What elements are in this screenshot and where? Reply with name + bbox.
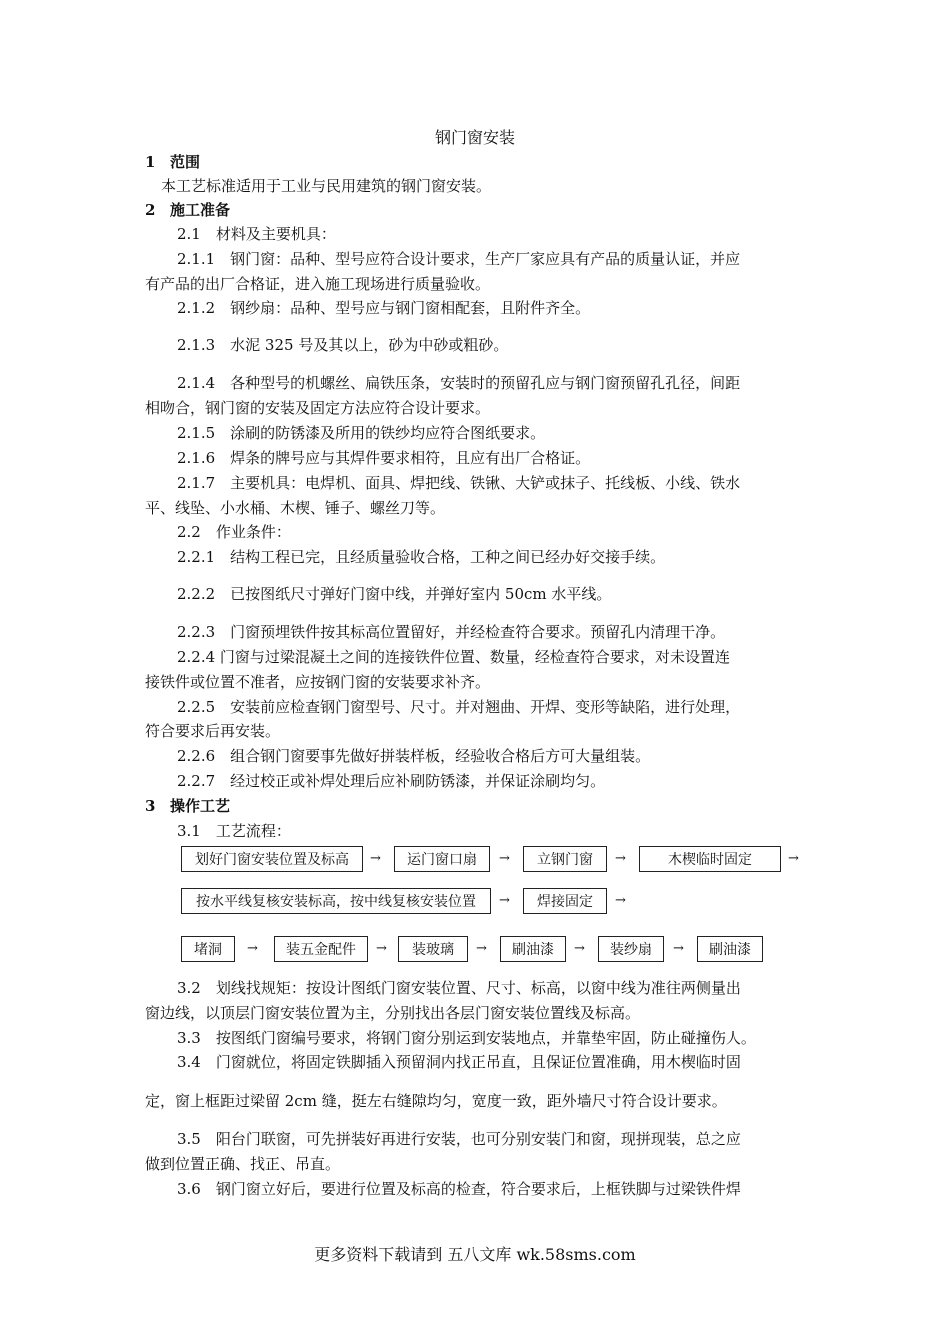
flow-arrow-icon: → <box>574 941 585 956</box>
paragraph-3-5-line1: 3.5 阳台门联窗，可先拼装好再进行安装，也可分别安装门和窗，现拼现装，总之应 <box>177 1130 741 1148</box>
paragraph-3-2-line2: 窗边线，以顶层门窗安装位置为主，分别找出各层门窗安装位置线及标高。 <box>145 1004 641 1022</box>
paragraph-2-1-6: 2.1.6 焊条的牌号应与其焊件要求相符，且应有出厂合格证。 <box>177 449 591 467</box>
flow-step-paint-2: 刷油漆 <box>697 936 763 962</box>
flow-step-temp-fix: 木楔临时固定 <box>639 846 781 872</box>
footer-link-text[interactable]: 更多资料下载请到 五八文库 wk.58sms.com <box>314 1245 636 1264</box>
paragraph-2-1: 2.1 材料及主要机具： <box>177 225 336 243</box>
paragraph-2-2-4-line2: 接铁件或位置不准者，应按钢门窗的安装要求补齐。 <box>145 673 491 691</box>
flow-step-recheck: 按水平线复核安装标高，按中线复核安装位置 <box>181 888 491 914</box>
paragraph-2-2-5-line1: 2.2.5 安装前应检查钢门窗型号、尺寸。并对翘曲、开焊、变形等缺陷，进行处理， <box>177 698 741 716</box>
flow-arrow-icon: → <box>788 851 799 866</box>
flow-step-screen: 装纱扇 <box>598 936 664 962</box>
paragraph-2-1-7-line1: 2.1.7 主要机具：电焊机、面具、焊把线、铁锹、大铲或抹子、托线板、小线、铁水 <box>177 474 741 492</box>
flow-arrow-icon: → <box>499 851 510 866</box>
flow-step-erect: 立钢门窗 <box>523 846 607 872</box>
flow-step-transport: 运门窗口扇 <box>394 846 490 872</box>
paragraph-2-2-7: 2.2.7 经过校正或补焊处理后应补刷防锈漆，并保证涂刷均匀。 <box>177 772 606 790</box>
flow-arrow-icon: → <box>247 941 258 956</box>
flow-arrow-icon: → <box>476 941 487 956</box>
paragraph-3-5-line2: 做到位置正确、找正、吊直。 <box>145 1155 341 1173</box>
section-3-heading: 操作工艺 <box>170 797 231 815</box>
flow-arrow-icon: → <box>376 941 387 956</box>
paragraph-2-1-4-line1: 2.1.4 各种型号的机螺丝、扁铁压条，安装时的预留孔应与钢门窗预留孔孔径，间距 <box>177 374 741 392</box>
page-title: 钢门窗安装 <box>434 128 515 147</box>
section-1-paragraph: 本工艺标准适用于工业与民用建筑的钢门窗安装。 <box>161 177 492 195</box>
flow-arrow-icon: → <box>499 893 510 908</box>
section-2-number: 2 <box>145 201 156 219</box>
paragraph-2-1-7-line2: 平、线坠、小水桶、木楔、锤子、螺丝刀等。 <box>145 499 446 517</box>
section-2-heading: 施工准备 <box>170 201 231 219</box>
flow-step-hardware: 装五金配件 <box>274 936 368 962</box>
paragraph-2-2-1: 2.2.1 结构工程已完，且经质量验收合格，工种之间已经办好交接手续。 <box>177 548 666 566</box>
paragraph-3-4-line1: 3.4 门窗就位，将固定铁脚插入预留洞内找正吊直，且保证位置准确，用木楔临时固 <box>177 1053 741 1071</box>
paragraph-2-1-2: 2.1.2 钢纱扇：品种、型号应与钢门窗相配套，且附件齐全。 <box>177 299 591 317</box>
flow-arrow-icon: → <box>370 851 381 866</box>
paragraph-3-2-line1: 3.2 划线找规矩：按设计图纸门窗安装位置、尺寸、标高，以窗中线为准往两侧量出 <box>177 979 741 997</box>
paragraph-2-1-1-line1: 2.1.1 钢门窗：品种、型号应符合设计要求，生产厂家应具有产品的质量认证，并应 <box>177 250 741 268</box>
paragraph-2-1-4-line2: 相吻合，钢门窗的安装及固定方法应符合设计要求。 <box>145 399 491 417</box>
section-1-number: 1 <box>145 153 156 171</box>
paragraph-2-2: 2.2 作业条件： <box>177 523 291 541</box>
paragraph-2-2-2: 2.2.2 已按图纸尺寸弹好门窗中线，并弹好室内 50cm 水平线。 <box>177 585 612 603</box>
paragraph-2-2-4-line1: 2.2.4 门窗与过梁混凝土之间的连接铁件位置、数量，经检查符合要求，对未设置连 <box>177 648 730 666</box>
flow-arrow-icon: → <box>673 941 684 956</box>
flow-arrow-icon: → <box>615 851 626 866</box>
paragraph-2-1-5: 2.1.5 涂刷的防锈漆及所用的铁纱均应符合图纸要求。 <box>177 424 546 442</box>
flow-arrow-icon: → <box>615 893 626 908</box>
paragraph-2-1-3: 2.1.3 水泥 325 号及其以上，砂为中砂或粗砂。 <box>177 336 509 354</box>
paragraph-3-1: 3.1 工艺流程： <box>177 822 291 840</box>
section-1-heading: 范围 <box>170 153 201 171</box>
paragraph-3-4-line2: 定，窗上框距过梁留 2cm 缝，挺左右缝隙均匀，宽度一致，距外墙尺寸符合设计要求。 <box>145 1092 727 1110</box>
paragraph-2-2-5-line2: 符合要求后再安装。 <box>145 722 281 740</box>
paragraph-2-2-6: 2.2.6 组合钢门窗要事先做好拼装样板，经验收合格后方可大量组装。 <box>177 747 651 765</box>
flow-step-paint-1: 刷油漆 <box>500 936 566 962</box>
paragraph-3-3: 3.3 按图纸门窗编号要求，将钢门窗分别运到安装地点，并靠垫牢固，防止碰撞伤人。 <box>177 1029 756 1047</box>
section-3-number: 3 <box>145 797 156 815</box>
flow-step-glass: 装玻璃 <box>398 936 468 962</box>
flow-step-plug-hole: 堵洞 <box>181 936 235 962</box>
flow-step-mark-position: 划好门窗安装位置及标高 <box>181 846 363 872</box>
paragraph-2-2-3: 2.2.3 门窗预埋铁件按其标高位置留好，并经检查符合要求。预留孔内清理干净。 <box>177 623 726 641</box>
paragraph-2-1-1-line2: 有产品的出厂合格证，进入施工现场进行质量验收。 <box>145 275 491 293</box>
flow-step-weld: 焊接固定 <box>523 888 607 914</box>
paragraph-3-6: 3.6 钢门窗立好后，要进行位置及标高的检查，符合要求后，上框铁脚与过梁铁件焊 <box>177 1180 741 1198</box>
